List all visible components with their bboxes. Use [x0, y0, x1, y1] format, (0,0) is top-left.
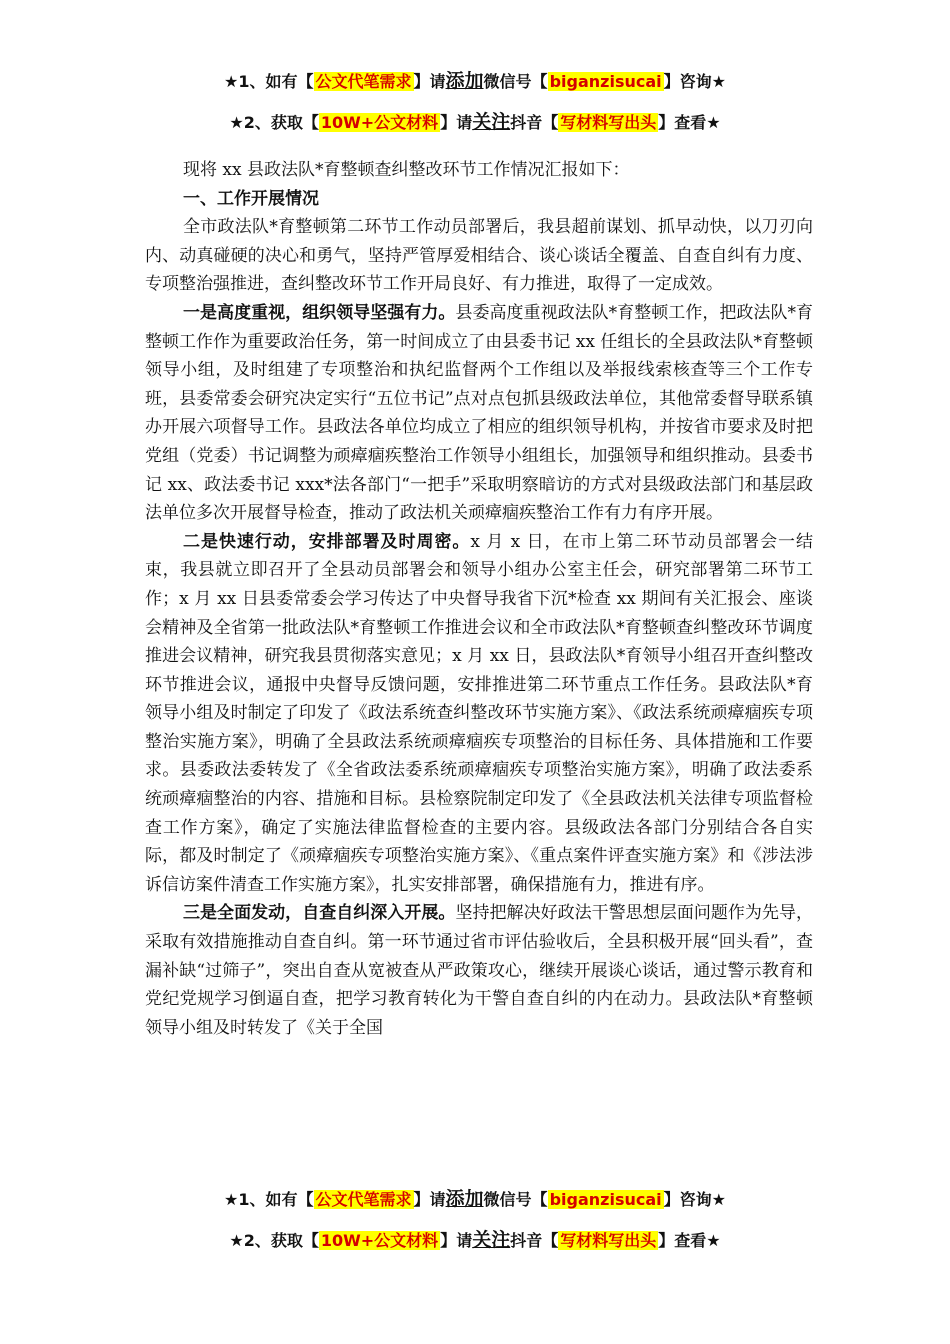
- banner-highlight-materials: 10W+公文材料: [320, 113, 439, 132]
- banner-highlight-douyin: 写材料写出头: [560, 113, 657, 132]
- point-one-text: 县委高度重视政法队*育整顿工作，把政法队*育整顿工作作为重要政治任务，第一时间成立了由县委书记 xx 任组长的全县政法队*育整顿领导小组，及时组建了专项整治和执纪监督两个工作组以及举报线索核查等三个工作专班，县委常委会研究决定实行“五位书记”点对点包抓县级政法单位，其他常委督导联系镇办开展六项督导工作。县政法各单位均成立了相应的组织领导机构，并按省市要求及时把党组（党委）书记调整为顽瘴痼疾整治工作领导小组组长，加强领导和组织推动。县委书记 xx、政法委书记 xxx*法各部门“一把手”采取明察暗访的方式对县级政法部门和基层政法单位多次开展督导检查，推动了政法机关顽瘴痼疾整治工作有力有序开展。: [145, 302, 814, 524]
- banner-suffix: 】咨询★: [663, 72, 726, 91]
- banner-prefix: ★2、获取【: [229, 113, 319, 132]
- banner-text: 】请: [440, 1231, 473, 1250]
- overview-paragraph: 全市政法队*育整顿第二环节工作动员部署后，我县超前谋划、抓早动快，以刀刃向内、动真碰硬的决心和勇气，坚持严管厚爱相结合、谈心谈话全覆盖、自查自纠有力度、专项整治强推进，查纠整改环节工作开局良好、有力推进，取得了一定成效。: [145, 217, 813, 295]
- section-heading: 一、工作开展情况: [183, 188, 319, 209]
- point-three-lead: 三是全面发动，自查自纠深入开展。: [183, 903, 456, 924]
- top-banner-line-1: [0, 68, 950, 95]
- banner-emphasis: 关注: [472, 1229, 511, 1251]
- banner-text: 】请: [440, 113, 473, 132]
- point-three-paragraph: [145, 899, 813, 1042]
- banner-highlight-douyin: 写材料写出头: [560, 1231, 657, 1250]
- bottom-banner-line-2: [0, 1227, 950, 1254]
- banner-text: 抖音【: [510, 113, 559, 132]
- banner-highlight-wechat-id: biganzisucai: [549, 72, 662, 91]
- banner-suffix: 】查看★: [658, 113, 721, 132]
- banner-suffix: 】咨询★: [663, 1190, 726, 1209]
- banner-emphasis: 添加: [445, 1188, 484, 1210]
- banner-highlight-service: 公文代笔需求: [315, 72, 412, 91]
- point-two-paragraph: [145, 528, 813, 900]
- banner-emphasis: 关注: [472, 111, 511, 133]
- banner-highlight-service: 公文代笔需求: [315, 1190, 412, 1209]
- banner-text: 微信号【: [483, 1190, 548, 1209]
- banner-prefix: ★1、如有【: [224, 72, 314, 91]
- top-banner-line-2: [0, 109, 950, 136]
- point-one-lead: 一是高度重视，组织领导坚强有力。: [183, 302, 456, 323]
- banner-highlight-wechat-id: biganzisucai: [549, 1190, 662, 1209]
- point-one-paragraph: [145, 299, 813, 528]
- banner-emphasis: 添加: [445, 70, 484, 92]
- intro-paragraph: 现将 xx 县政法队*育整顿查纠整改环节工作情况汇报如下：: [183, 160, 630, 180]
- banner-suffix: 】查看★: [658, 1231, 721, 1250]
- document-body: [145, 156, 813, 1042]
- banner-text: 】请: [413, 1190, 446, 1209]
- banner-prefix: ★1、如有【: [224, 1190, 314, 1209]
- point-two-text: x 月 x 日，在市上第二环节动员部署会一结束，我县就立即召开了全县动员部署会和领导小组办公室主任会，研究部署第二环节工作；x 月 xx 日县委常委会学习传达了中央督导我省下沉*检查 xx 期间有关汇报会、座谈会精神及全省第一批政法队*育整顿工作推进会议和全市政法队*育整顿查纠整改环节调度推进会议精神，研究我县贯彻落实意见；x 月 xx 日，县政法队*育领导小组召开查纠整改环节推进会议，通报中央督导反馈问题，安排推进第二环节重点工作任务。县政法队*育领导小组及时制定了印发了《政法系统查纠整改环节实施方案》、《政法系统顽瘴痼疾专项整治实施方案》，明确了全县政法系统顽瘴痼疾专项整治的目标任务、具体措施和工作要求。县委政法委转发了《全省政法委系统顽瘴痼疾专项整治实施方案》，明确了政法委系统顽瘴痼整治的内容、措施和目标。县检察院制定印发了《全县政法机关法律专项监督检查工作方案》，确定了实施法律监督检查的主要内容。县级政法各部门分别结合各自实际，都及时制定了《顽瘴痼疾专项整治实施方案》、《重点案件评查实施方案》和《涉法涉诉信访案件清查工作实施方案》，扎实安排部署，确保措施有力，推进有序。: [145, 531, 814, 895]
- point-two-lead: 二是快速行动，安排部署及时周密。: [183, 531, 471, 552]
- banner-prefix: ★2、获取【: [229, 1231, 319, 1250]
- banner-text: 】请: [413, 72, 446, 91]
- banner-text: 微信号【: [483, 72, 548, 91]
- point-three-text: 坚持把解决好政法干警思想层面问题作为先导，采取有效措施推动自查自纠。第一环节通过省市评估验收后，全县积极开展“回头看”，查漏补缺“过筛子”，突出自查从宽被查从严政策攻心，继续开展谈心谈话，通过警示教育和党纪党规学习倒逼自查，把学习教育转化为干警自查自纠的内在动力。县政法队*育整顿领导小组及时转发了《关于全国: [145, 903, 814, 1038]
- banner-text: 抖音【: [510, 1231, 559, 1250]
- banner-highlight-materials: 10W+公文材料: [320, 1231, 439, 1250]
- bottom-banner-line-1: [0, 1186, 950, 1213]
